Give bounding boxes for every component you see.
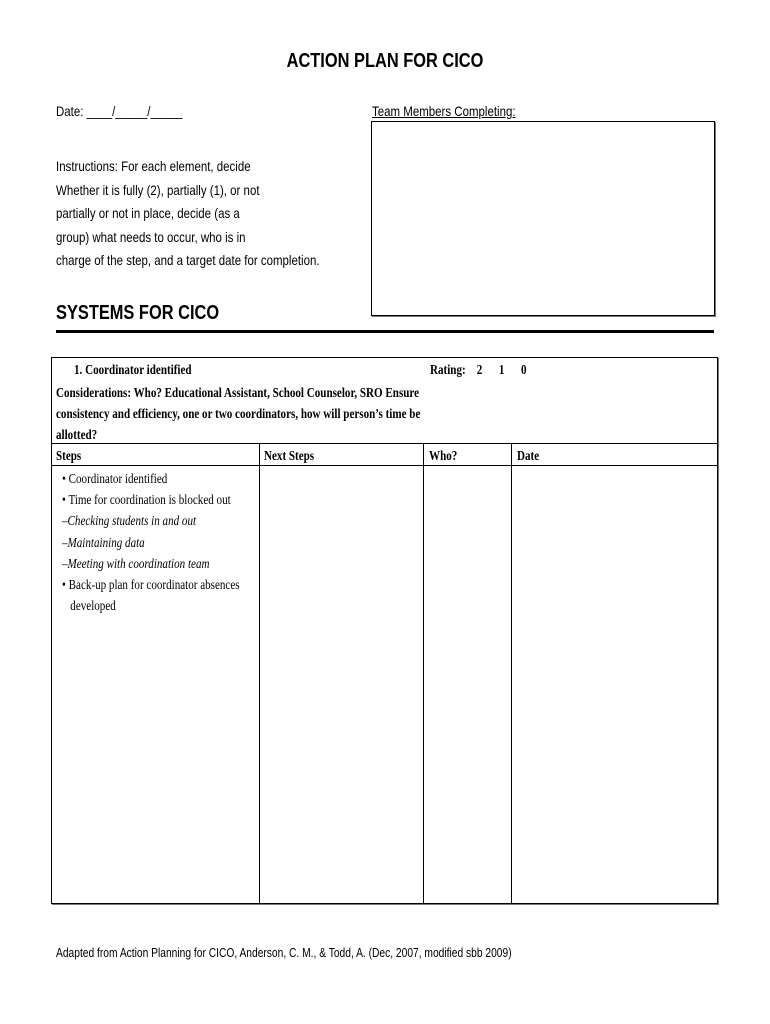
instructions-line: partially or not in place, decide (as a bbox=[56, 205, 240, 221]
next-steps-cell[interactable] bbox=[260, 466, 423, 903]
column-header-label: Who? bbox=[429, 448, 458, 463]
action-plan-table bbox=[51, 357, 718, 904]
considerations-line: consistency and efficiency, one or two coordinators, how will person’s time be bbox=[56, 406, 421, 421]
instructions-line: group) what needs to occur, who is in bbox=[56, 228, 246, 245]
section-title bbox=[56, 302, 255, 325]
considerations-line: Considerations: Who? Educational Assistant, School Counselor, SRO Ensure bbox=[56, 385, 420, 400]
header-divider bbox=[52, 443, 717, 444]
considerations-line: allotted? bbox=[56, 427, 98, 442]
date-cell[interactable] bbox=[512, 466, 717, 903]
team-members-box[interactable] bbox=[371, 121, 715, 316]
column-header-label: Steps bbox=[56, 448, 82, 463]
footer-citation bbox=[56, 946, 612, 960]
who-cell[interactable] bbox=[424, 466, 511, 903]
list-item: –Checking students in and out bbox=[62, 513, 197, 529]
column-header-date bbox=[517, 448, 544, 464]
instructions-line: Whether it is fully (2), partially (1), or not bbox=[56, 181, 260, 198]
instructions-line: charge of the step, and a target date for completion. bbox=[56, 252, 320, 268]
column-header-label: Next Steps bbox=[264, 448, 315, 463]
item-title-text: 1. Coordinator identified bbox=[74, 362, 192, 377]
column-header-next-steps bbox=[264, 448, 325, 464]
date-field bbox=[56, 103, 210, 119]
list-item: –Meeting with coordination team bbox=[62, 555, 210, 571]
steps-list bbox=[62, 468, 279, 616]
footer-text: Adapted from Action Planning for CICO, Anderson, C. M., & Todd, A. (Dec, 2007, modified sbb 2009) bbox=[56, 946, 512, 960]
team-members-label-text: Team Members Completing: bbox=[372, 103, 516, 119]
rating-text: Rating: 2 1 0 bbox=[430, 362, 527, 377]
considerations bbox=[56, 382, 526, 445]
section-title-text: SYSTEMS FOR CICO bbox=[56, 302, 220, 324]
page-title: ACTION PLAN FOR CICO bbox=[286, 50, 484, 72]
list-item: developed bbox=[62, 598, 116, 614]
date-label: Date: ____/_____/_____ bbox=[56, 103, 183, 119]
list-item: –Maintaining data bbox=[62, 534, 145, 550]
instructions-line: Instructions: For each element, decide bbox=[56, 158, 251, 174]
team-members-label bbox=[372, 103, 547, 119]
column-header-steps bbox=[56, 448, 87, 464]
item-title bbox=[74, 362, 217, 378]
section-divider bbox=[56, 330, 714, 333]
column-header-label: Date bbox=[517, 448, 540, 463]
instructions bbox=[56, 155, 377, 273]
column-header-who bbox=[429, 448, 464, 464]
list-item: • Time for coordination is blocked out bbox=[62, 492, 231, 508]
list-item: • Coordinator identified bbox=[62, 471, 168, 486]
rating-row bbox=[430, 362, 548, 378]
list-item: • Back-up plan for coordinator absences bbox=[62, 577, 240, 593]
